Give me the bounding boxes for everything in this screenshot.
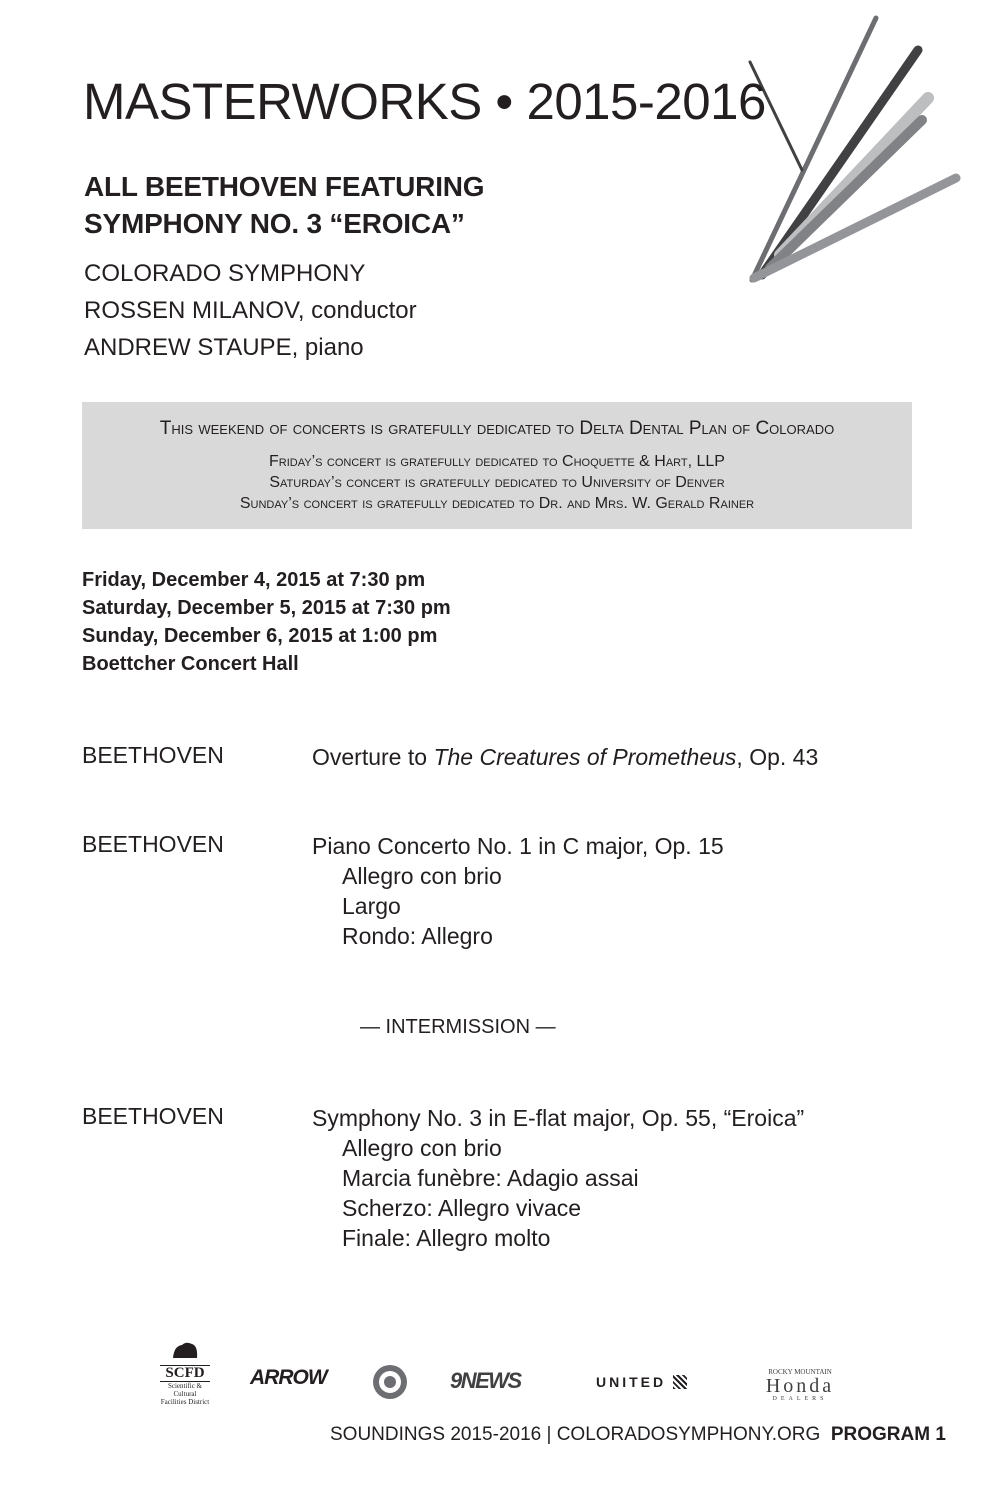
scfd-logo [160,1340,210,1410]
subtitle-line-1: ALL BEETHOVEN FEATURING [84,171,485,202]
dedication-box [82,402,912,529]
united-logo [596,1374,687,1390]
program-1-title-italic: The Creatures of Prometheus [433,744,737,770]
program-1-title-suffix: , Op. 43 [736,744,819,770]
program-2-work [312,831,724,951]
honda-logo-bottom: DEALERS [772,1396,828,1402]
orchestra-name: COLORADO SYMPHONY [84,260,366,287]
program-1-title-prefix: Overture to [312,744,434,770]
program-2-title: Piano Concerto No. 1 in C major, Op. 15 [312,833,724,859]
performer-credits [84,255,417,366]
subtitle-line-2: SYMPHONY NO. 3 “EROICA” [84,208,465,239]
program-3-movement-4: Finale: Allegro molto [342,1225,551,1251]
sponsor-logos [160,1340,860,1410]
venue: Boettcher Concert Hall [82,653,299,675]
bear-icon [170,1340,200,1360]
united-globe-icon [673,1375,687,1389]
program-3-work [312,1103,804,1253]
program-3-movement-2: Marcia funèbre: Adagio assai [342,1165,639,1191]
footer-text: SOUNDINGS 2015-2016 | COLORADOSYMPHONY.ORG [330,1424,821,1445]
program-1-work [312,742,818,772]
honda-logo-top: ROCKY MOUNTAIN [768,1368,832,1376]
concert-subtitle [84,168,484,242]
decorative-streaks [740,10,970,285]
program-2-movement-1: Allegro con brio [342,863,502,889]
program-3-movement-3: Scherzo: Allegro vivace [342,1195,582,1221]
sunday-performance: Sunday, December 6, 2015 at 1:00 pm [82,625,438,647]
page-footer [330,1424,946,1446]
saturday-performance: Saturday, December 5, 2015 at 7:30 pm [82,597,451,619]
scfd-logo-text: SCFD [160,1365,210,1382]
arrow-logo: ARROW [250,1366,327,1389]
performance-schedule [82,566,451,678]
program-3-movement-1: Allegro con brio [342,1135,502,1161]
daily-dedications [82,451,912,514]
united-logo-text: UNITED [596,1374,667,1390]
friday-performance: Friday, December 4, 2015 at 7:30 pm [82,569,426,591]
soloist-credit [84,329,417,366]
soloist-name: ANDREW STAUPE [84,334,292,361]
weekend-dedication: This weekend of concerts is gratefully dedicated to Delta Dental Plan of Colorado [159,418,835,439]
honda-logo [760,1368,840,1403]
9news-logo: 9NEWS [450,1368,521,1393]
honda-logo-text: Honda [765,1375,835,1397]
conductor-role: , conductor [297,297,417,324]
soloist-role: , piano [291,334,364,361]
conductor-credit [84,292,417,329]
program-3-composer: BEETHOVEN [82,1103,224,1129]
program-3-title: Symphony No. 3 in E-flat major, Op. 55, “Eroica” [312,1105,805,1131]
page-title: MASTERWORKS • 2015-2016 [83,73,766,130]
intermission: — INTERMISSION — [360,1016,556,1038]
program-2-movement-2: Largo [342,893,401,919]
footer-program-label: PROGRAM 1 [830,1424,946,1445]
conductor-name: ROSSEN MILANOV [84,297,298,324]
saturday-dedication: Saturday’s concert is gratefully dedicated to University of Denver [269,474,725,491]
friday-dedication: Friday’s concert is gratefully dedicated to Choquette & Hart, LLP [269,453,725,470]
target-icon [372,1364,408,1400]
program-2-movement-3: Rondo: Allegro [342,923,493,949]
sunday-dedication: Sunday’s concert is gratefully dedicated to Dr. and Mrs. W. Gerald Rainer [239,495,755,512]
program-2-composer: BEETHOVEN [82,831,224,857]
scfd-logo-subtext: Scientific & Cultural Facilities District [160,1382,210,1406]
program-1-composer: BEETHOVEN [82,742,224,768]
